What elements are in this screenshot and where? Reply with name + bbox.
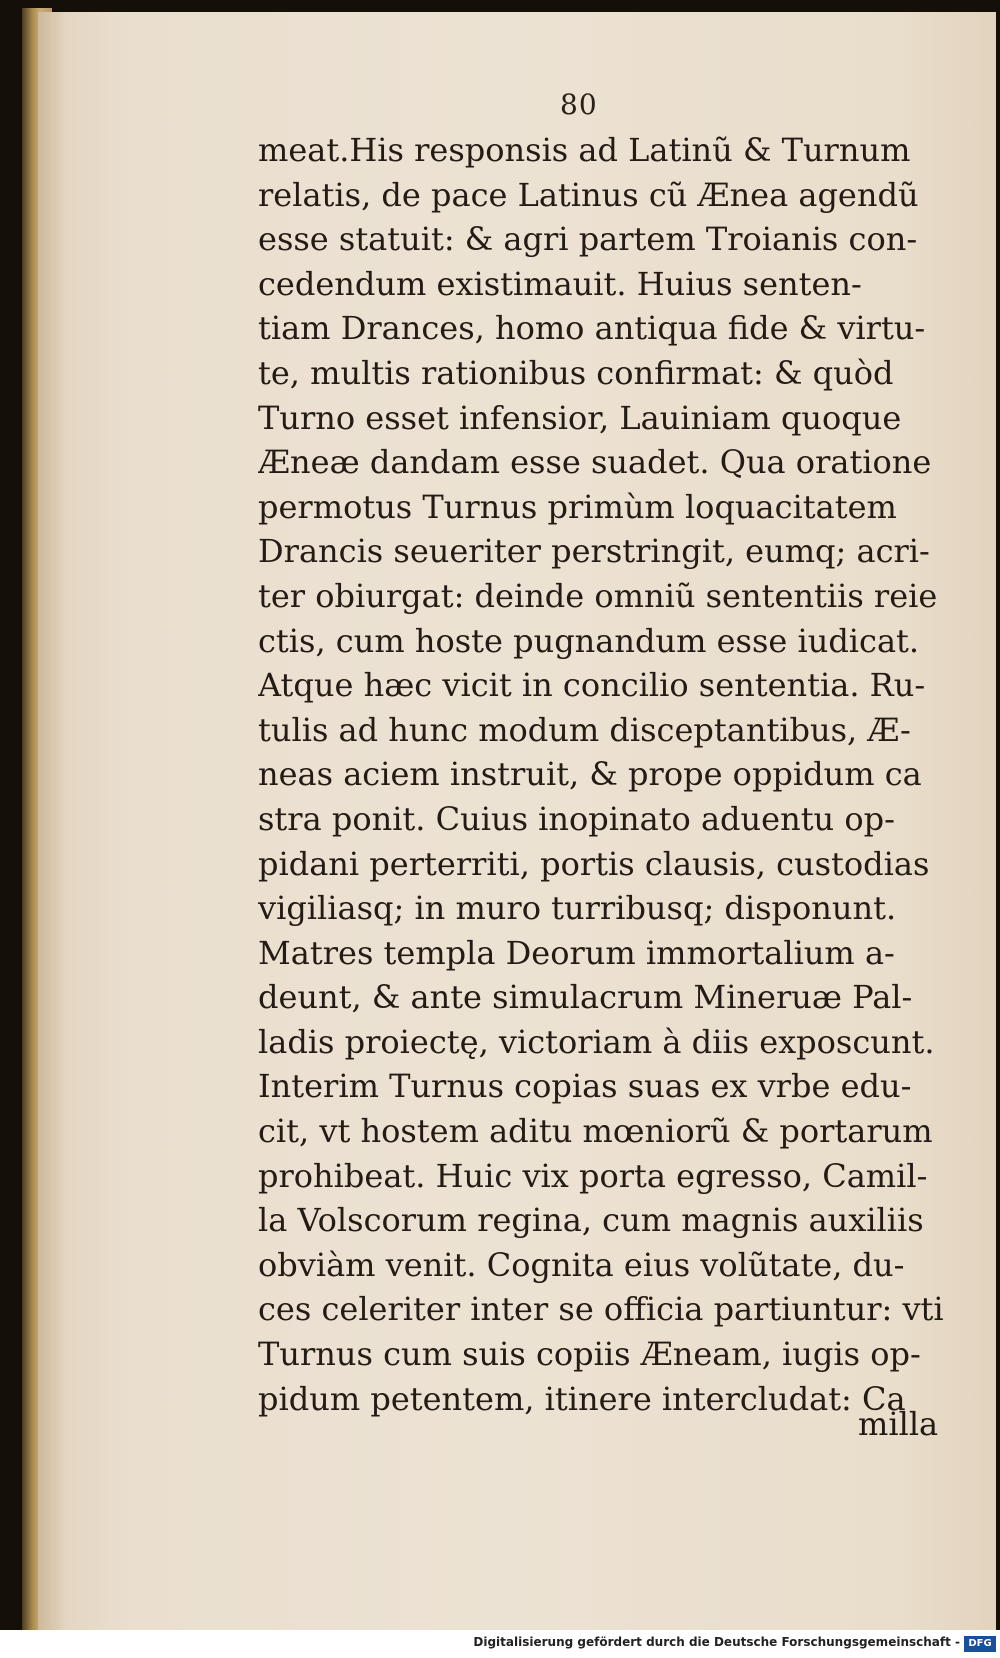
text-line: Atque hæc vicit in concilio sententia. Ru-	[258, 666, 926, 705]
text-line: neas aciem instruit, & prope oppidum ca	[258, 755, 922, 794]
text-line: ladis proiectę, victoriam à diis exposcunt.	[258, 1022, 935, 1061]
text-line: meat.His responsis ad Latinũ & Turnum	[258, 131, 911, 169]
text-line: ctis, cum hoste pugnandum esse iudicat.	[258, 621, 920, 660]
digitization-footer	[0, 1630, 1000, 1658]
text-line: permotus Turnus primùm loquacitatem	[258, 487, 897, 526]
text-block	[258, 128, 968, 1421]
page-number: 80	[560, 88, 598, 121]
text-line: cedendum existimauit. Huius senten-	[258, 264, 862, 303]
text-line: esse statuit: & agri partem Troianis con-	[258, 220, 918, 259]
text-line: tiam Drances, homo antiqua fide & virtu-	[258, 309, 926, 348]
text-line: prohibeat. Huic vix porta egresso, Camil-	[258, 1156, 928, 1195]
text-line: cit, vt hostem aditu mœniorũ & portarum	[258, 1112, 933, 1151]
text-line: obviàm venit. Cognita eius volũtate, du-	[258, 1245, 905, 1284]
text-line: Turnus cum suis copiis Æneam, iugis op-	[258, 1335, 921, 1374]
text-line: vigiliasq; in muro turribusq; disponunt.	[258, 889, 897, 928]
text-line: pidani perterriti, portis clausis, custodias	[258, 844, 930, 883]
dfg-logo-icon: DFG	[964, 1636, 996, 1652]
text-line: ter obiurgat: deinde omniũ sententiis reie	[258, 576, 938, 615]
text-line: la Volscorum regina, cum magnis auxiliis	[258, 1201, 924, 1240]
text-line: stra ponit. Cuius inopinato aduentu op-	[258, 799, 895, 838]
text-line: Æneæ dandam esse suadet. Qua oratione	[258, 443, 932, 482]
footer-credit: Digitalisierung gefördert durch die Deutsche Forschungsgemeinschaft -	[473, 1635, 960, 1649]
text-line: ces celeriter inter se officia partiuntur: vti	[258, 1290, 944, 1329]
text-line: Matres templa Deorum immortalium a-	[258, 933, 895, 972]
text-line: Drancis seueriter perstringit, eumq; acri-	[258, 532, 930, 571]
text-line: Interim Turnus copias suas ex vrbe edu-	[258, 1067, 912, 1106]
catchword: milla	[858, 1405, 939, 1443]
text-line: deunt, & ante simulacrum Mineruæ Pal-	[258, 978, 913, 1017]
text-line: Turno esset infensior, Lauiniam quoque	[258, 398, 902, 437]
text-line: te, multis rationibus confirmat: & quòd	[258, 353, 894, 392]
text-line: pidum petentem, itinere intercludat: Ca	[258, 1379, 906, 1418]
text-line: relatis, de pace Latinus cũ Ænea agendũ	[258, 175, 919, 214]
text-line: tulis ad hunc modum disceptantibus, Æ-	[258, 710, 911, 749]
